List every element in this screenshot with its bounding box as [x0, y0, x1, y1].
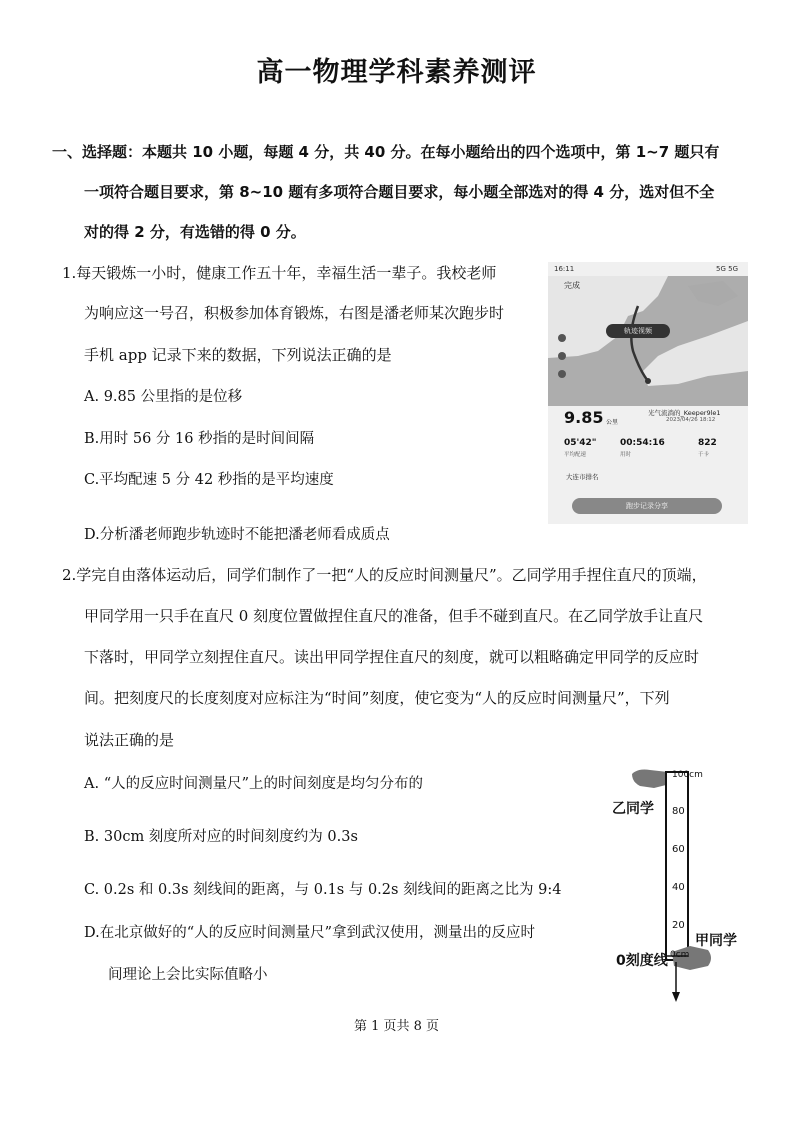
q2-stem-line-1: 2.学完自由落体运动后，同学们制作了一把“人的反应时间测量尺”。乙同学用手捏住直尺的顶端，	[62, 566, 707, 584]
phone-status-bar	[548, 262, 748, 276]
q1-option-c: C.平均配速 5 分 42 秒指的是平均速度	[84, 472, 334, 488]
page-footer: 第 1 页共 8 页	[353, 1019, 440, 1034]
status-time: 16:11	[554, 265, 575, 273]
share-button: 跑步记录分享	[572, 498, 722, 514]
q2-option-c: C. 0.2s 和 0.3s 刻线间的距离，与 0.1s 与 0.2s 刻线间的距离之比为 9:4	[84, 882, 562, 898]
label-student-jia: 甲同学	[695, 933, 737, 949]
city-rank: 大连市排名	[566, 473, 599, 481]
q1-stem-line-2: 为响应这一号召，积极参加体育锻炼，右图是潘老师某次跑步时	[84, 304, 505, 322]
pace-label: 平均配速	[564, 452, 587, 458]
running-app-screenshot	[548, 262, 748, 524]
calories-value: 822	[698, 438, 717, 448]
q2-stem-line-4: 间。把刻度尺的长度刻度对应标注为“时间”刻度，使它变为“人的反应时间测量尺”，下列	[84, 689, 670, 707]
distance-unit: 公里	[606, 419, 619, 426]
q2-option-a: A. “人的反应时间测量尺”上的时间刻度是均匀分布的	[84, 776, 424, 792]
duration-label: 用时	[620, 452, 632, 458]
section-instructions-line-2: 一项符合题目要求，第 8~10 题有多项符合题目要求，每小题全部选对的得 4 分，选对但不全	[84, 183, 715, 201]
q2-option-b: B. 30cm 刻度所对应的时间刻度约为 0.3s	[84, 829, 358, 845]
section-instructions-line-3: 对的得 2 分，有选错的得 0 分。	[84, 223, 306, 241]
pace-value: 05'42"	[564, 438, 597, 448]
run-date: 2023/04/26 18:12	[666, 417, 716, 423]
ruler-tick-60: 60	[672, 844, 685, 855]
q2-option-d-line-1: D.在北京做好的“人的反应时间测量尺”拿到武汉使用，测量出的反应时	[84, 925, 536, 941]
q1-option-d: D.分析潘老师跑步轨迹时不能把潘老师看成质点	[84, 527, 390, 543]
track-video-button: 轨迹视频	[606, 324, 670, 338]
q2-stem-line-3: 下落时，甲同学立刻捏住直尺。读出甲同学捏住直尺的刻度，就可以粗略确定甲同学的反应时	[84, 648, 700, 666]
status-signal: 5G 5G	[716, 265, 738, 273]
route-map	[548, 276, 748, 406]
q1-stem-line-3: 手机 app 记录下来的数据，下列说法正确的是	[84, 346, 392, 364]
reaction-ruler-figure	[610, 766, 745, 1006]
q2-stem-line-5: 说法正确的是	[84, 731, 175, 749]
q1-option-a: A. 9.85 公里指的是位移	[84, 389, 243, 405]
section-instructions-line-1: 一、选择题：本题共 10 小题，每题 4 分，共 40 分。在每小题给出的四个选项中，第 1~7 题只有	[52, 143, 720, 161]
calories-label: 千卡	[698, 452, 710, 458]
label-zero-line: 0刻度线	[616, 953, 668, 969]
q2-stem-line-2: 甲同学用一只手在直尺 0 刻度位置做捏住直尺的准备，但手不碰到直尺。在乙同学放手让直尺	[84, 607, 704, 625]
q2-option-d-line-2: 间理论上会比实际值略小	[108, 967, 268, 983]
ruler-tick-100: 100cm	[672, 770, 703, 780]
distance-value: 9.85	[564, 408, 604, 427]
user-name: 光气流淌的_Keeper9le1	[648, 409, 721, 417]
label-student-yi: 乙同学	[612, 801, 654, 817]
q1-option-b: B.用时 56 分 16 秒指的是时间间隔	[84, 431, 315, 447]
ruler-tick-40: 40	[672, 882, 685, 893]
duration-value: 00:54:16	[620, 438, 665, 448]
ruler-tick-0: 0cm	[670, 950, 690, 960]
done-label: 完成	[564, 281, 580, 290]
ruler-tick-80: 80	[672, 806, 685, 817]
q1-stem-line-1: 1.每天锻炼一小时，健康工作五十年，幸福生活一辈子。我校老师	[62, 264, 497, 282]
page-title: 高一物理学科素养测评	[256, 57, 537, 88]
ruler-tick-20: 20	[672, 920, 685, 931]
